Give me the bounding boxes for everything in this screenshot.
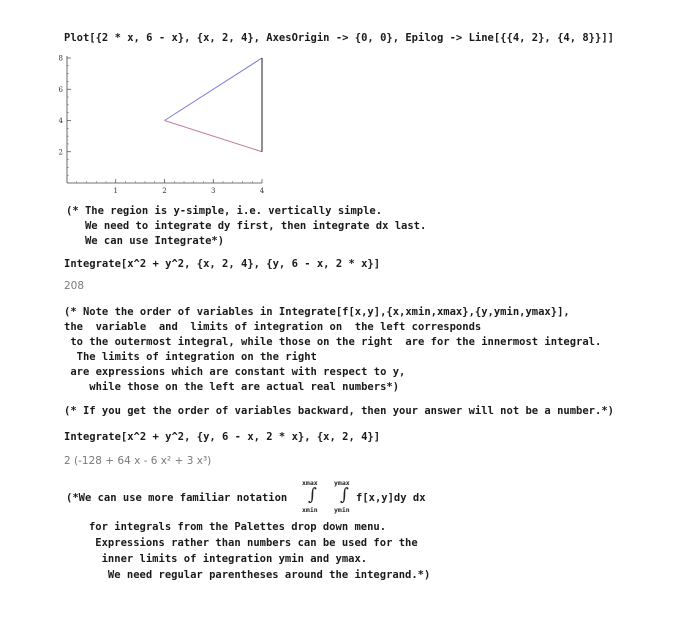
- integral-body: f[x,y]dy dx: [356, 492, 426, 504]
- integral-upper-xmax: xmax: [302, 479, 318, 487]
- comment-note-line-6: while those on the left are actual real numbers*): [64, 381, 400, 393]
- x-tick-label: 2: [162, 187, 167, 194]
- y-tick-label: 8: [58, 54, 63, 63]
- comment-region-line-1: (* The region is y-simple, i.e. vertically simple.: [66, 205, 383, 217]
- comment-note-line-3: to the outermost integral, while those on the right are for the innermost integral.: [64, 336, 602, 348]
- plot-ticks: [59, 55, 265, 195]
- output-integrate-result: 208: [64, 280, 85, 292]
- integral-upper-ymax: ymax: [334, 479, 350, 487]
- x-tick-label: 4: [259, 187, 265, 194]
- comment-order-warning: (* If you get the order of variables backward, then your answer will not be a number.*): [64, 405, 614, 417]
- x-tick-label: 1: [113, 187, 118, 194]
- input-plot-command[interactable]: Plot[{2 * x, 6 - x}, {x, 2, 4}, AxesOrigin -> {0, 0}, Epilog -> Line[{{4, 2}, {4, 8}}]]: [64, 32, 614, 44]
- plot-axes: [67, 56, 262, 183]
- integral-sign-outer: ∫: [308, 485, 317, 505]
- integral-lower-xmin: xmin: [302, 506, 318, 514]
- x-tick-label: 3: [211, 187, 216, 194]
- comment-note-line-1: (* Note the order of variables in Integrate[f[x,y],{x,xmin,xmax},{y,ymin,ymax}],: [64, 306, 570, 318]
- comment-notation-line-3: inner limits of integration ymin and ymax.: [70, 553, 368, 565]
- comment-region-line-2: We need to integrate dy first, then integrate dx last.: [66, 220, 427, 232]
- y-tick-label: 2: [58, 148, 63, 157]
- y-tick-label: 6: [58, 85, 63, 94]
- y-tick-label: 4: [58, 117, 63, 125]
- comment-note-line-2: the variable and limits of integration on the left corresponds: [64, 321, 482, 333]
- series-line-2x: [165, 58, 263, 121]
- series-line-6x: [165, 121, 263, 152]
- integral-lower-ymin: ymin: [334, 506, 350, 514]
- comment-notation-line-1: for integrals from the Palettes drop down menu.: [70, 521, 387, 533]
- comment-notation-line-4: We need regular parentheses around the integrand.*): [70, 569, 431, 581]
- comment-note-line-4: The limits of integration on the right: [64, 351, 317, 363]
- input-integrate-dy-dx[interactable]: Integrate[x^2 + y^2, {x, 2, 4}, {y, 6 - x, 2 * x}]: [64, 258, 381, 270]
- input-integrate-reversed[interactable]: Integrate[x^2 + y^2, {y, 6 - x, 2 * x}, {x, 2, 4}]: [64, 431, 381, 443]
- comment-note-line-5: are expressions which are constant with respect to y,: [64, 366, 406, 378]
- comment-region-line-3: We can use Integrate*): [66, 235, 225, 247]
- comment-notation-line-2: Expressions rather than numbers can be used for the: [70, 537, 418, 549]
- output-polynomial-result: 2 (-128 + 64 x - 6 x² + 3 x³): [64, 455, 212, 467]
- comment-notation-prefix: (*We can use more familiar notation: [66, 492, 288, 504]
- plot-graphic: [50, 52, 280, 194]
- integral-sign-inner: ∫: [340, 485, 349, 505]
- plot-series: [165, 58, 263, 152]
